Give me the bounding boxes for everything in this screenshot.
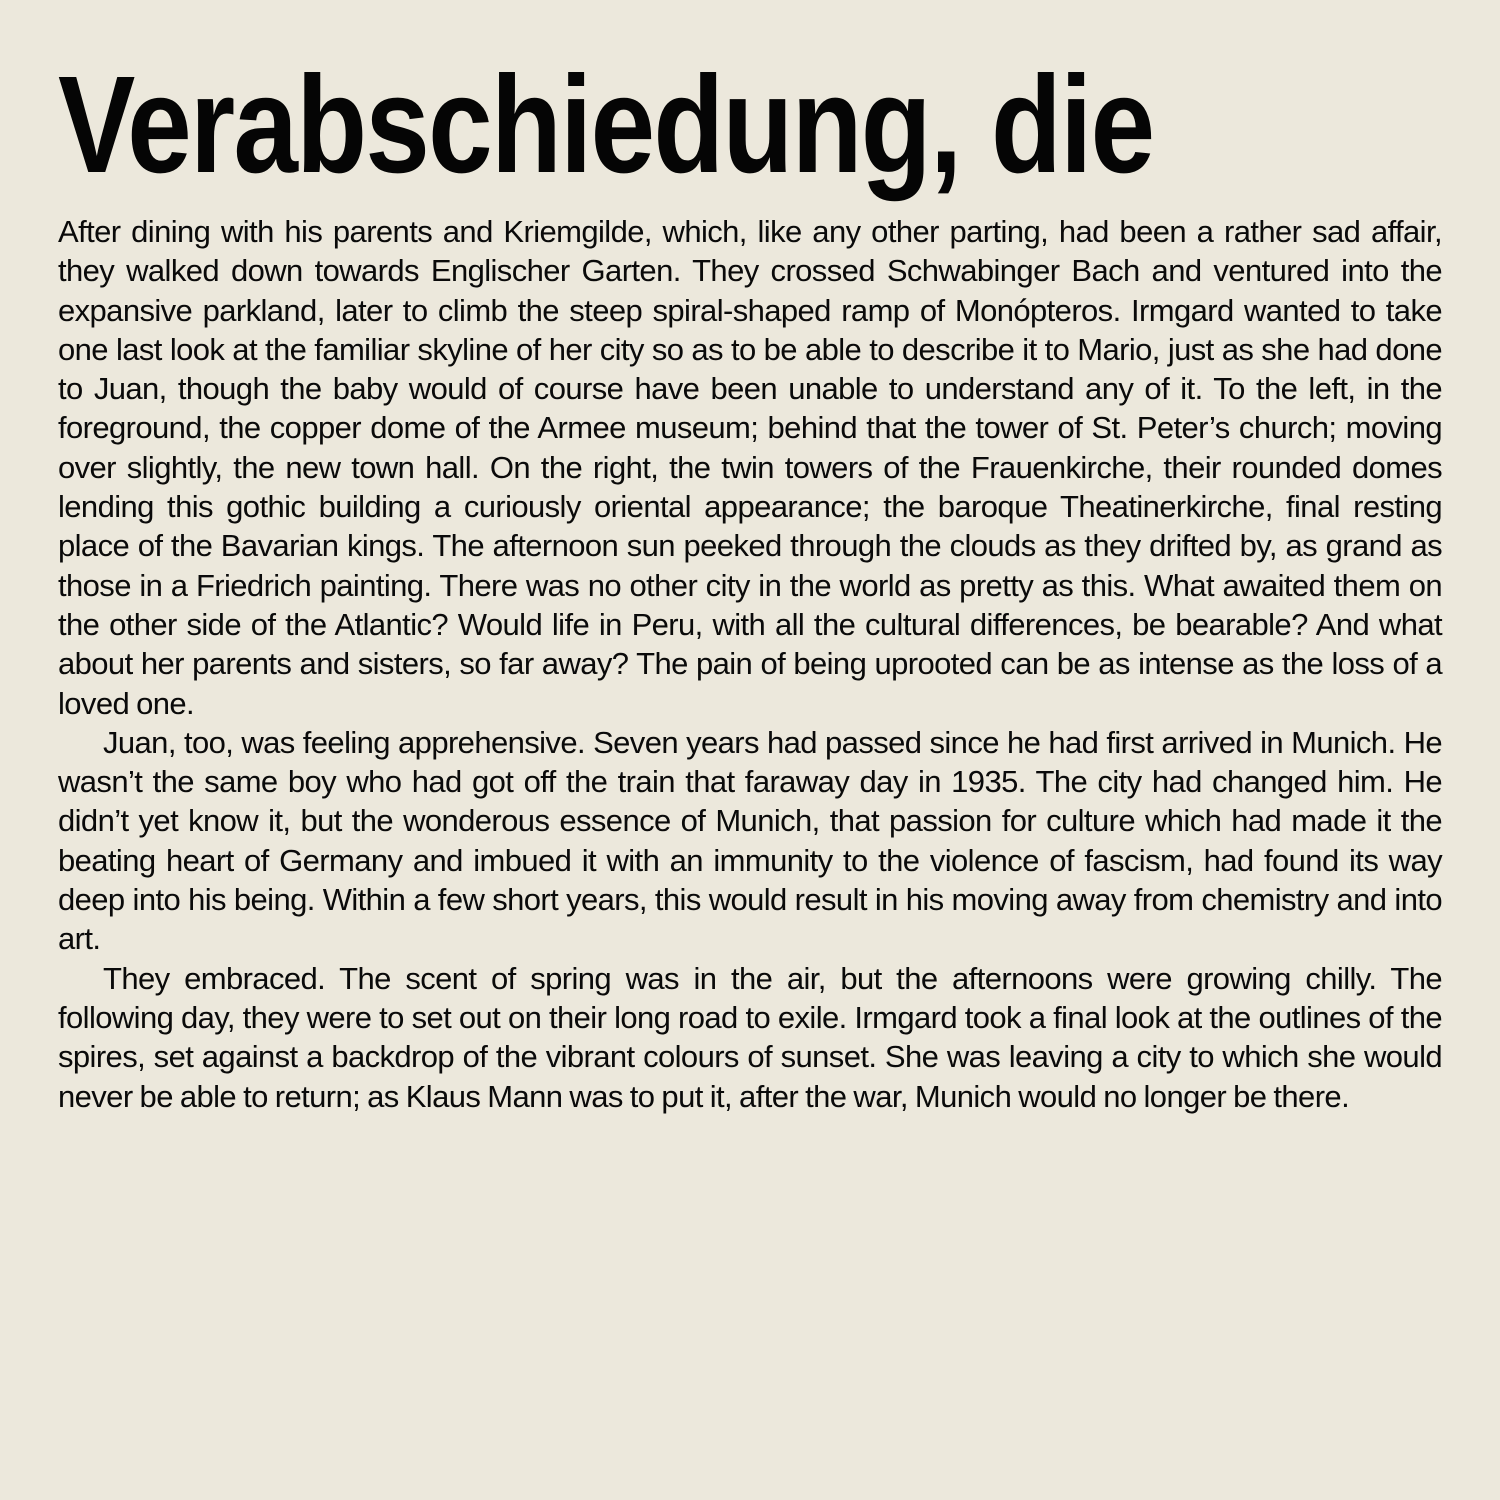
body-text xyxy=(58,212,1442,1116)
page-title: Verabschiedung, die xyxy=(58,48,1154,202)
paragraph-1: After dining with his parents and Kriemgilde, which, like any other parting, had been a rather sad affair, they walked down towards Englischer Garten. They crossed Schwabinger Bach and ventured into the expansive parkland, later to climb the steep spiral-shaped ramp of Monópteros. Irmgard wanted to take one last look at the familiar skyline of her city so as to be able to describe it to Mario, just as she had done to Juan, though the baby would of course have been unable to understand any of it. To the left, in the foreground, the copper dome of the Armee museum; behind that the tower of St. Peter’s church; moving over slightly, the new town hall. On the right, the twin towers of the Frauenkirche, their rounded domes lending this gothic building a curiously oriental appearance; the baroque Theatinerkirche, final resting place of the Bavarian kings. The afternoon sun peeked through the clouds as they drifted by, as grand as those in a Friedrich painting. There was no other city in the world as pretty as this. What awaited them on the other side of the Atlantic? Would life in Peru, with all the cultural differences, be bearable? And what about her parents and sisters, so far away? The pain of being uprooted can be as intense as the loss of a loved one. xyxy=(58,214,1442,721)
paragraph-2: Juan, too, was feeling apprehensive. Seven years had passed since he had first arrived in Munich. He wasn’t the same boy who had got off the train that faraway day in 1935. The city had changed him. He didn’t yet know it, but the wonderous essence of Munich, that passion for culture which had made it the beating heart of Germany and imbued it with an immunity to the violence of fascism, had found its way deep into his being. Within a few short years, this would result in his moving away from chemistry and into art. xyxy=(58,724,1442,957)
paragraph-3: They embraced. The scent of spring was in the air, but the afternoons were growing chilly. The following day, they were to set out on their long road to exile. Irmgard took a final look at the outlines of the spires, set against a backdrop of the vibrant colours of sunset. She was leaving a city to which she would never be able to return; as Klaus Mann was to put it, after the war, Munich would no longer be there. xyxy=(58,960,1442,1114)
